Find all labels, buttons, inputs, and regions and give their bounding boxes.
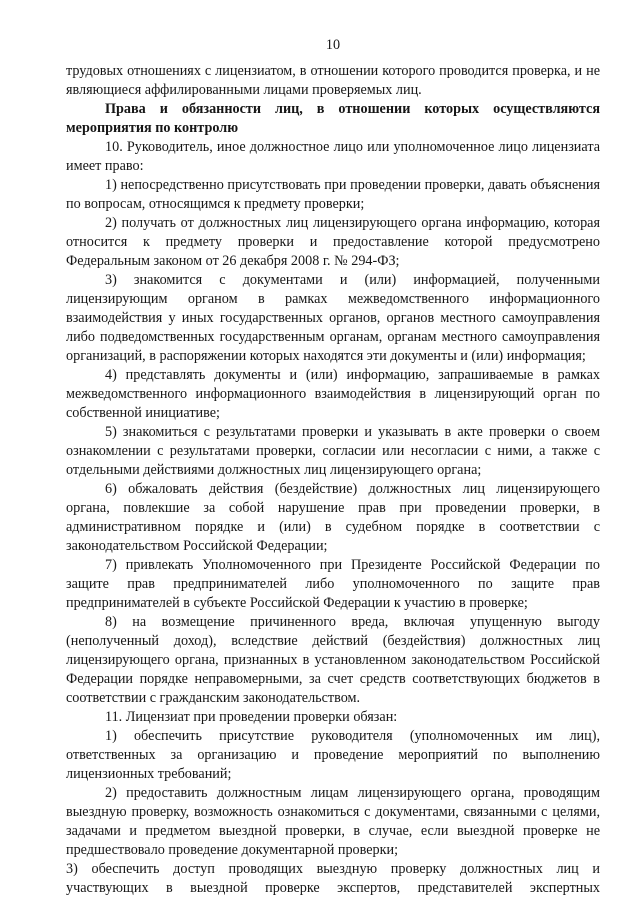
- paragraph-10-item-4: 4) представлять документы и (или) информацию, запрашиваемые в рамках межведомственного информационного взаимодействия в лицензирующий орган по собственной инициативе;: [66, 367, 600, 421]
- paragraph-11-item-3: 3) обеспечить доступ проводящих выездную проверку должностных лиц и участвующих в выездной проверке экспертов, представителей экспертных: [66, 861, 600, 896]
- paragraph-10-item-1: 1) непосредственно присутствовать при проведении проверки, давать объяснения по вопросам, относящимся к предмету проверки;: [66, 177, 600, 212]
- paragraph-10-item-3: 3) знакомится с документами и (или) информацией, полученными лицензирующим органом в рамках межведомственного информационного взаимодействия у иных государственных органов, органов местного самоуправления либо подведомственных государственным органам, органам местного самоуправления организаций, в распоряжении которых находятся эти документы и (или) информация;: [66, 272, 600, 364]
- section-heading: Права и обязанности лиц, в отношении которых осуществляются мероприятия по контролю: [66, 101, 600, 136]
- page-number: 10: [325, 37, 341, 53]
- paragraph-10: 10. Руководитель, иное должностное лицо или уполномоченное лицо лицензиата имеет право:: [66, 139, 600, 174]
- paragraph-10-item-2: 2) получать от должностных лиц лицензирующего органа информацию, которая относится к предмету проверки и предоставление которой предусмотрено Федеральным законом от 26 декабря 2008 г. № 294-ФЗ;: [66, 215, 600, 269]
- paragraph-10-item-8: 8) на возмещение причиненного вреда, включая упущенную выгоду (неполученный доход), вследствие действий (бездействия) должностных лиц лицензирующего органа, признанных в установленном законодательством Российской Федерации порядке неправомерными, за счет средств соответствующих бюджетов в соответствии с гражданским законодательством.: [66, 614, 600, 706]
- paragraph-continuation: трудовых отношениях с лицензиатом, в отношении которого проводится проверка, и не являющиеся аффилированными лицами проверяемых лиц.: [66, 63, 600, 98]
- paragraph-11-item-2: 2) предоставить должностным лицам лицензирующего органа, проводящим выездную проверку, возможность ознакомиться с документами, связанными с целями, задачами и предметом выездной проверки, в случае, если выездной проверке не предшествовало проведение документарной проверки;: [66, 785, 600, 858]
- paragraph-10-item-6: 6) обжаловать действия (бездействие) должностных лиц лицензирующего органа, повлекшие за собой нарушение прав при проведении проверки, в административном порядке и (или) в судебном порядке в соответствии с законодательством Российской Федерации;: [66, 481, 600, 554]
- paragraph-11-item-1: 1) обеспечить присутствие руководителя (уполномоченных им лиц), ответственных за организацию и проведение мероприятий по выполнению лицензионных требований;: [66, 728, 600, 782]
- paragraph-10-item-5: 5) знакомиться с результатами проверки и указывать в акте проверки о своем ознакомлении с результатами проверки, согласии или несогласии с ними, а также с отдельными действиями должностных лиц лицензирующего органа;: [66, 424, 600, 478]
- paragraph-10-item-7: 7) привлекать Уполномоченного при Президенте Российской Федерации по защите прав предпринимателей либо уполномоченного по защите прав предпринимателей в субъекте Российской Федерации к участию в проверке;: [66, 557, 600, 611]
- paragraph-11: 11. Лицензиат при проведении проверки обязан:: [105, 709, 398, 725]
